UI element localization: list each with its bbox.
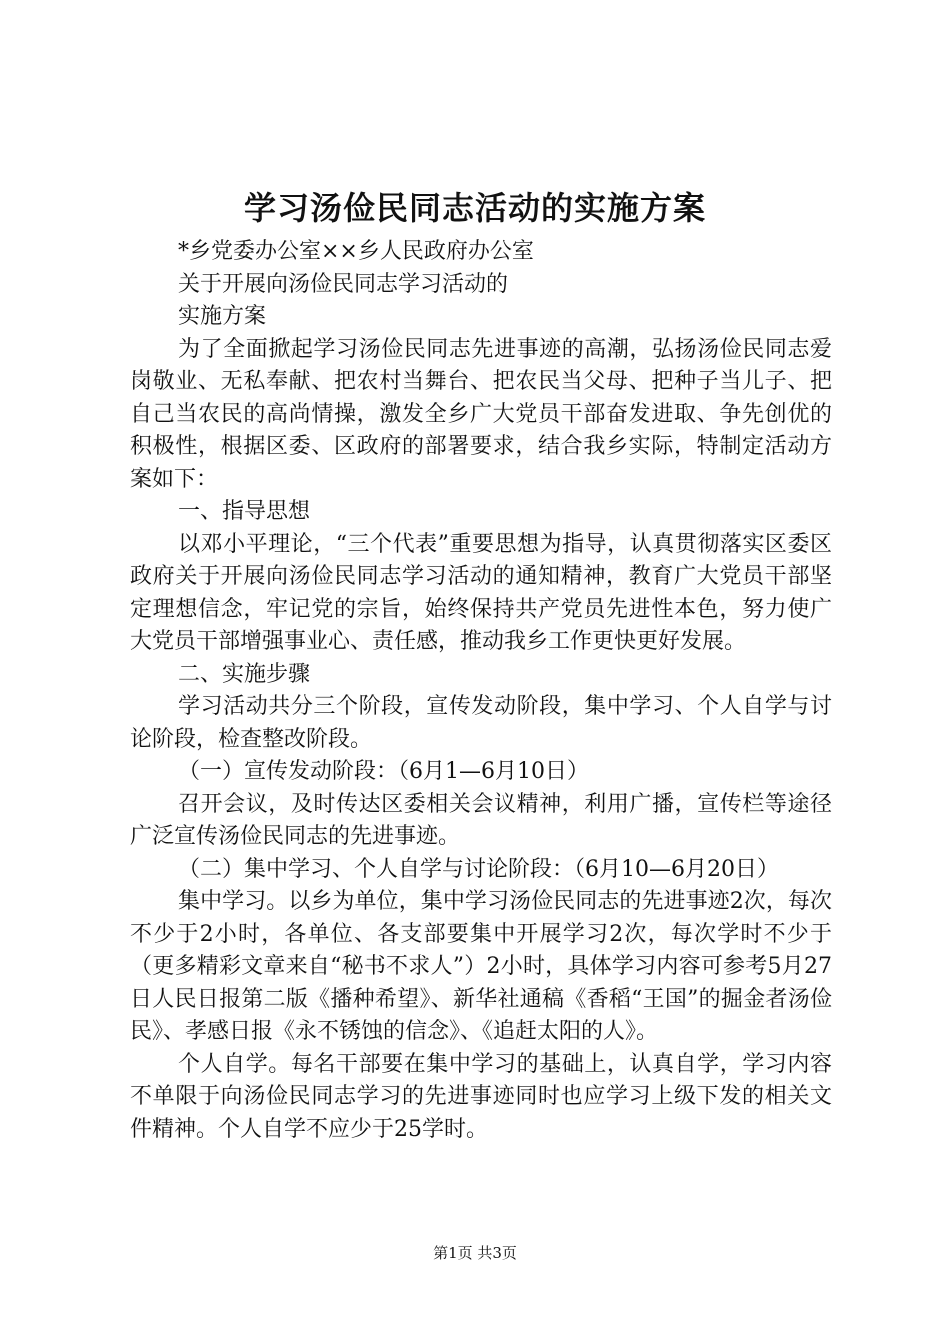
section-heading-implementation-steps: 二、实施步骤 [178, 661, 311, 687]
paragraph-issuer: *乡党委办公室××乡人民政府办公室 [178, 239, 534, 264]
page-number-footer: 第1页 共3页 [433, 1244, 517, 1262]
paragraph-stage-one: 召开会议，及时传达区委相关会议精神，利用广播，宣传栏等途径广泛宣传汤俭民同志的先进事迹。 [130, 791, 832, 849]
paragraph-intro: 为了全面掀起学习汤俭民同志先进事迹的高潮，弘扬汤俭民同志爱岗敬业、无私奉献、把农村当舞台、把农民当父母、把种子当儿子、把自己当农民的高尚情操，激发全乡广大党员干部奋发进取、争先创优的积极性，根据区委、区政府的部署要求，结合我乡实际，特制定活动方案如下： [130, 336, 832, 492]
paragraph-subject-title: 实施方案 [178, 304, 267, 329]
document-title: 学习汤俭民同志活动的实施方案 [243, 189, 706, 227]
paragraph-group-study: 集中学习。以乡为单位，集中学习汤俭民同志的先进事迹2次，每次不少于2小时，各单位、各支部要集中开展学习2次，每次学时不少于（更多精彩文章来自“秘书不求人”）2小时，具体学习内容可参考5月27日人民日报第二版《播种希望》、新华社通稿《香稻“王国”的掘金者汤俭民》、孝感日报《永不锈蚀的信念》、《追赶太阳的人》。 [130, 889, 832, 1044]
paragraph-stages-overview: 学习活动共分三个阶段，宣传发动阶段，集中学习、个人自学与讨论阶段，检查整改阶段。 [130, 694, 832, 752]
document-body [130, 236, 832, 1146]
paragraph-subject-line: 关于开展向汤俭民同志学习活动的 [178, 271, 509, 297]
subheading-stage-two: （二）集中学习、个人自学与讨论阶段：（6月10—6月20日） [178, 856, 779, 882]
paragraph-guiding-ideology: 以邓小平理论，“三个代表”重要思想为指导，认真贯彻落实区委区政府关于开展向汤俭民同志学习活动的通知精神，教育广大党员干部坚定理想信念，牢记党的宗旨，始终保持共产党员先进性本色，努力使广大党员干部增强事业心、责任感，推动我乡工作更快更好发展。 [130, 531, 832, 654]
subheading-stage-one: （一）宣传发动阶段：（6月1—6月10日） [178, 759, 589, 784]
section-heading-guiding-ideology: 一、指导思想 [178, 499, 311, 524]
paragraph-self-study: 个人自学。每名干部要在集中学习的基础上，认真自学，学习内容不单限于向汤俭民同志学习的先进事迹同时也应学习上级下发的相关文件精神。个人自学不应少于25学时。 [130, 1051, 832, 1142]
